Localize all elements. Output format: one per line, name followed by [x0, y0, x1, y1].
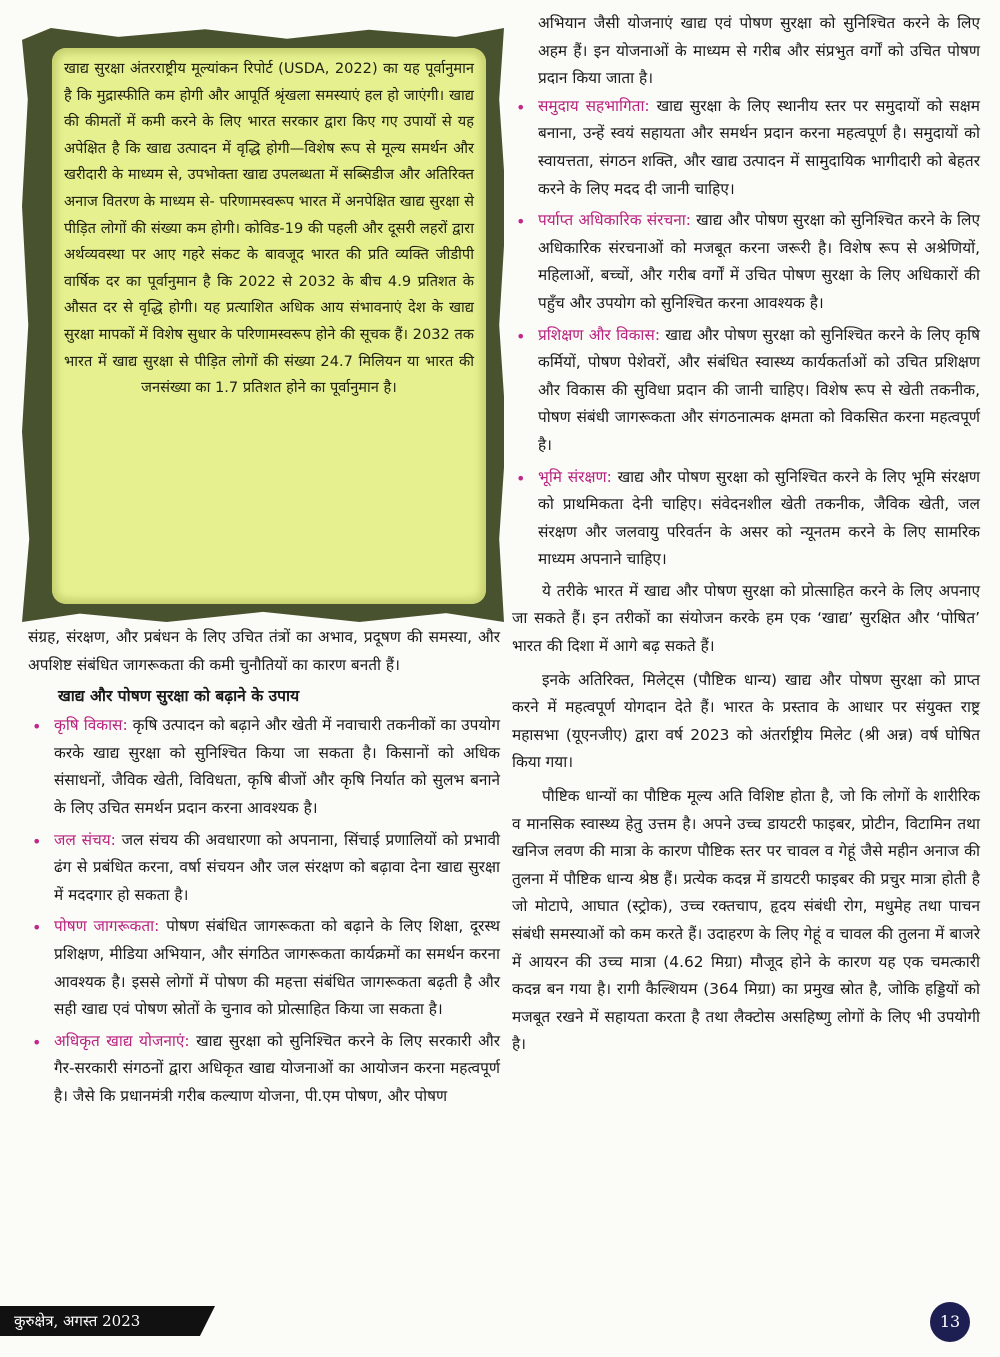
body-paragraph: पौष्टिक धान्यों का पौष्टिक मूल्य अति विशिष्ट होता है, जो कि लोगों के शारीरिक व मानसिक स्वास्थ्य हेतु उत्तम है। अपने उच्च डायटरी फाइबर, प्रोटीन, विटामिन तथा खनिज लवण की मात्रा के कारण पौष्टिक स्तर पर चावल व गेहूं जैसे महीन अनाज की तुलना में पौष्टिक धान्य श्रेष्ठ हैं। प्रत्येक कदन्न में डायटरी फाइबर की प्रचुर मात्रा होती है जो मोटापे, आघात (स्ट्रोक), उच्च रक्तचाप, हृदय संबंधी रोग, मधुमेह तथा पाचन संबंधी समस्याओं को कम करते हैं। उदाहरण के लिए गेहूं व चावल की तुलना में बाजरे में आयरन की उच्च मात्रा (4.62 मिग्रा) मौजूद होने के कारण यह एक चमत्कारी कदन्न बन गया है। रागी कैल्शियम (364 मिग्रा) का प्रमुख स्रोत है, जोकि हड्डियों को मजबूत रखने में सहायता करता है तथा लैक्टोस असहिष्णु लोगों के लिए भी उपयोगी है। — [512, 787, 980, 1054]
section-heading: खाद्य और पोषण सुरक्षा को बढ़ाने के उपाय — [58, 687, 300, 706]
bullet-term: जल संचय: — [54, 830, 116, 849]
left-bullet-list — [28, 712, 500, 1110]
body-paragraph: इनके अतिरिक्त, मिलेट्स (पौष्टिक धान्य) खाद्य और पोषण सुरक्षा को प्राप्त करने में महत्वपूर्ण योगदान देते हैं। भारत के प्रस्ताव के आधार पर संयुक्त राष्ट्र महासभा (यूएनजीए) द्वारा वर्ष 2023 को अंतर्राष्ट्रीय मिलेट (श्री अन्न) वर्ष घोषित किया गया। — [512, 670, 980, 772]
bullet-text: खाद्य और पोषण सुरक्षा को सुनिश्चित करने के लिए कृषि कर्मियों, पोषण पेशेवरों, और संबंधित स्वास्थ्य कार्यकर्ताओं को उचित प्रशिक्षण और विकास की सुविधा प्रदान की जानी चाहिए। विशेष रूप से खेती तकनीक, पोषण संबंधी जागरूकता और संगठनात्मक क्षमता को विकसित करना महत्वपूर्ण है। — [538, 325, 980, 454]
bullet-text: जल संचय की अवधारणा को अपनाना, सिंचाई प्रणालियों को प्रभावी ढंग से प्रबंधित करना, वर्षा संचयन और जल संरक्षण को बढ़ावा देना खाद्य सुरक्षा में मददगार हो सकता है। — [54, 830, 500, 904]
list-item — [28, 712, 500, 822]
body-paragraph: ये तरीके भारत में खाद्य और पोषण सुरक्षा को प्रोत्साहित करने के लिए अपनाए जा सकते हैं। इन तरीकों का संयोजन करके हम एक ‘खाद्य’ सुरक्षित और ‘पोषित’ भारत की दिशा में आगे बढ़ सकते हैं। — [512, 581, 980, 656]
bullet-term: प्रशिक्षण और विकास: — [538, 325, 661, 344]
bullet-icon: • — [32, 918, 42, 938]
bullet-term: अधिकृत खाद्य योजनाएं: — [54, 1031, 190, 1050]
list-item — [28, 827, 500, 910]
bullet-text: खाद्य और पोषण सुरक्षा को सुनिश्चित करने के लिए अधिकारिक संरचनाओं को मजबूत करना जरूरी है। विशेष रूप से अश्रेणियों, महिलाओं, बच्चों, और गरीब वर्गों में उचित पोषण सुरक्षा के लिए अधिकारों की पहुँच और उपयोग को सुनिश्चित करना आवश्यक है। — [538, 211, 980, 312]
bullet-term: पर्याप्त अधिकारिक संरचना: — [538, 211, 691, 230]
bullet-icon: • — [32, 717, 42, 737]
list-item — [28, 913, 500, 1023]
page-number: 13 — [930, 1302, 970, 1342]
bullet-icon: • — [516, 97, 526, 117]
list-item — [512, 322, 980, 460]
right-bullet-list — [512, 93, 980, 574]
callout-box — [22, 28, 504, 622]
list-item — [28, 1028, 500, 1111]
bullet-icon: • — [516, 212, 526, 232]
bullet-term: पोषण जागरूकता: — [54, 917, 160, 936]
left-intro-paragraph: संग्रह, संरक्षण, और प्रबंधन के लिए उचित तंत्रों का अभाव, प्रदूषण की समस्या, और अपशिष्ट संबंधित जागरूकता की कमी चुनौतियों का कारण बनती हैं। — [28, 628, 500, 674]
list-item — [512, 93, 980, 203]
bullet-icon: • — [32, 1032, 42, 1052]
bullet-text: खाद्य और पोषण सुरक्षा को सुनिश्चित करने के लिए भूमि संरक्षण को प्राथमिकता देनी चाहिए। संवेदनशील खेती तकनीक, जैविक खेती, जल संरक्षण और जलवायु परिवर्तन के असर को न्यूनतम करने के लिए सामरिक माध्यम अपनाने चाहिए। — [538, 467, 980, 569]
right-column — [512, 10, 980, 1059]
footer-magazine-title: कुरुक्षेत्र, अगस्त 2023 — [14, 1312, 141, 1330]
bullet-text: खाद्य सुरक्षा के लिए स्थानीय स्तर पर समुदायों को सक्षम बनाना, उन्हें स्वयं सहायता और समर्थन प्रदान करना महत्वपूर्ण है। समुदायों को स्वायत्तता, संगठन शक्ति, और खाद्य उत्पादन में सामुदायिक भागीदारी को बेहतर करने के लिए मदद दी जानी चाहिए। — [538, 96, 980, 198]
bullet-term: कृषि विकास: — [54, 716, 128, 735]
bullet-term: समुदाय सहभागिता: — [538, 96, 650, 115]
callout-panel — [52, 48, 486, 604]
bullet-text: खाद्य सुरक्षा को सुनिश्चित करने के लिए सरकारी और गैर-सरकारी संगठनों द्वारा अधिकृत खाद्य योजनाओं का आयोजन करना महत्वपूर्ण है। जैसे कि प्रधानमंत्री गरीब कल्याण योजना, पी.एम पोषण, और पोषण — [54, 1031, 500, 1105]
bullet-text: कृषि उत्पादन को बढ़ाने और खेती में नवाचारी तकनीकों का उपयोग करके खाद्य सुरक्षा को सुनिश्चित किया जा सकता है। किसानों को अधिक संसाधनों, जैविक खेती, विविधता, कृषि बीजों और कृषि निर्यात को सुलभ बनाने के लिए उचित समर्थन प्रदान करना आवश्यक है। — [54, 716, 500, 817]
bullet-icon: • — [516, 468, 526, 488]
list-item — [512, 464, 980, 574]
bullet-icon: • — [516, 326, 526, 346]
right-intro-paragraph: अभियान जैसी योजनाएं खाद्य एवं पोषण सुरक्षा को सुनिश्चित करने के लिए अहम हैं। इन योजनाओं के माध्यम से गरीब और संप्रभुत वर्गों को उचित पोषण प्रदान किया जाता है। — [538, 14, 980, 88]
bullet-term: भूमि संरक्षण: — [538, 467, 612, 486]
callout-text: खाद्य सुरक्षा अंतरराष्ट्रीय मूल्यांकन रिपोर्ट (USDA, 2022) का यह पूर्वानुमान है कि मुद्रास्फीति कम होगी और आपूर्ति श्रृंखला समस्याएं हल हो जाएंगी। खाद्य की कीमतों में कमी करने के लिए भारत सरकार द्वारा किए गए उपायों से यह अपेक्षित है कि खाद्य उत्पादन में वृद्धि होगी—विशेष रूप से मूल्य समर्थन और खरीदारी के माध्यम से, उपभोक्ता खाद्य उपलब्धता में सब्सिडीज और अतिरिक्त अनाज वितरण के माध्यम से- परिणामस्वरूप भारत में अनपेक्षित खाद्य सुरक्षा से पीड़ित लोगों की संख्या कम होगी। कोविड-19 की पहली और दूसरी लहरों द्वारा अर्थव्यवस्था पर आए गहरे संकट के बावजूद भारत की प्रति व्यक्ति जीडीपी वार्षिक दर का पूर्वानुमान है कि 2022 से 2032 के बीच 4.9 प्रतिशत के औसत दर से वृद्धि होगी। यह प्रत्याशित अधिक आय संभावनाएं देश के खाद्य सुरक्षा मापकों में विशेष सुधार के परिणामस्वरूप होने की सूचक हैं। 2032 तक भारत में खाद्य सुरक्षा से पीड़ित लोगों की संख्या 24.7 मिलियन या भारत की जनसंख्या का 1.7 प्रतिशत होने का पूर्वानुमान है। — [64, 60, 474, 397]
left-column — [28, 624, 500, 1115]
list-item — [512, 207, 980, 317]
bullet-icon: • — [32, 831, 42, 851]
bullet-text: पोषण संबंधित जागरूकता को बढ़ाने के लिए शिक्षा, दूरस्थ प्रशिक्षण, मीडिया अभियान, और संगठित जागरूकता कार्यक्रमों का समर्थन करना आवश्यक है। इससे लोगों में पोषण की महत्ता संबंधित जागरूकता बढ़ती है और सही खाद्य एवं पोषण स्रोतों के चुनाव को प्रोत्साहित किया जा सकता है। — [54, 917, 500, 1019]
